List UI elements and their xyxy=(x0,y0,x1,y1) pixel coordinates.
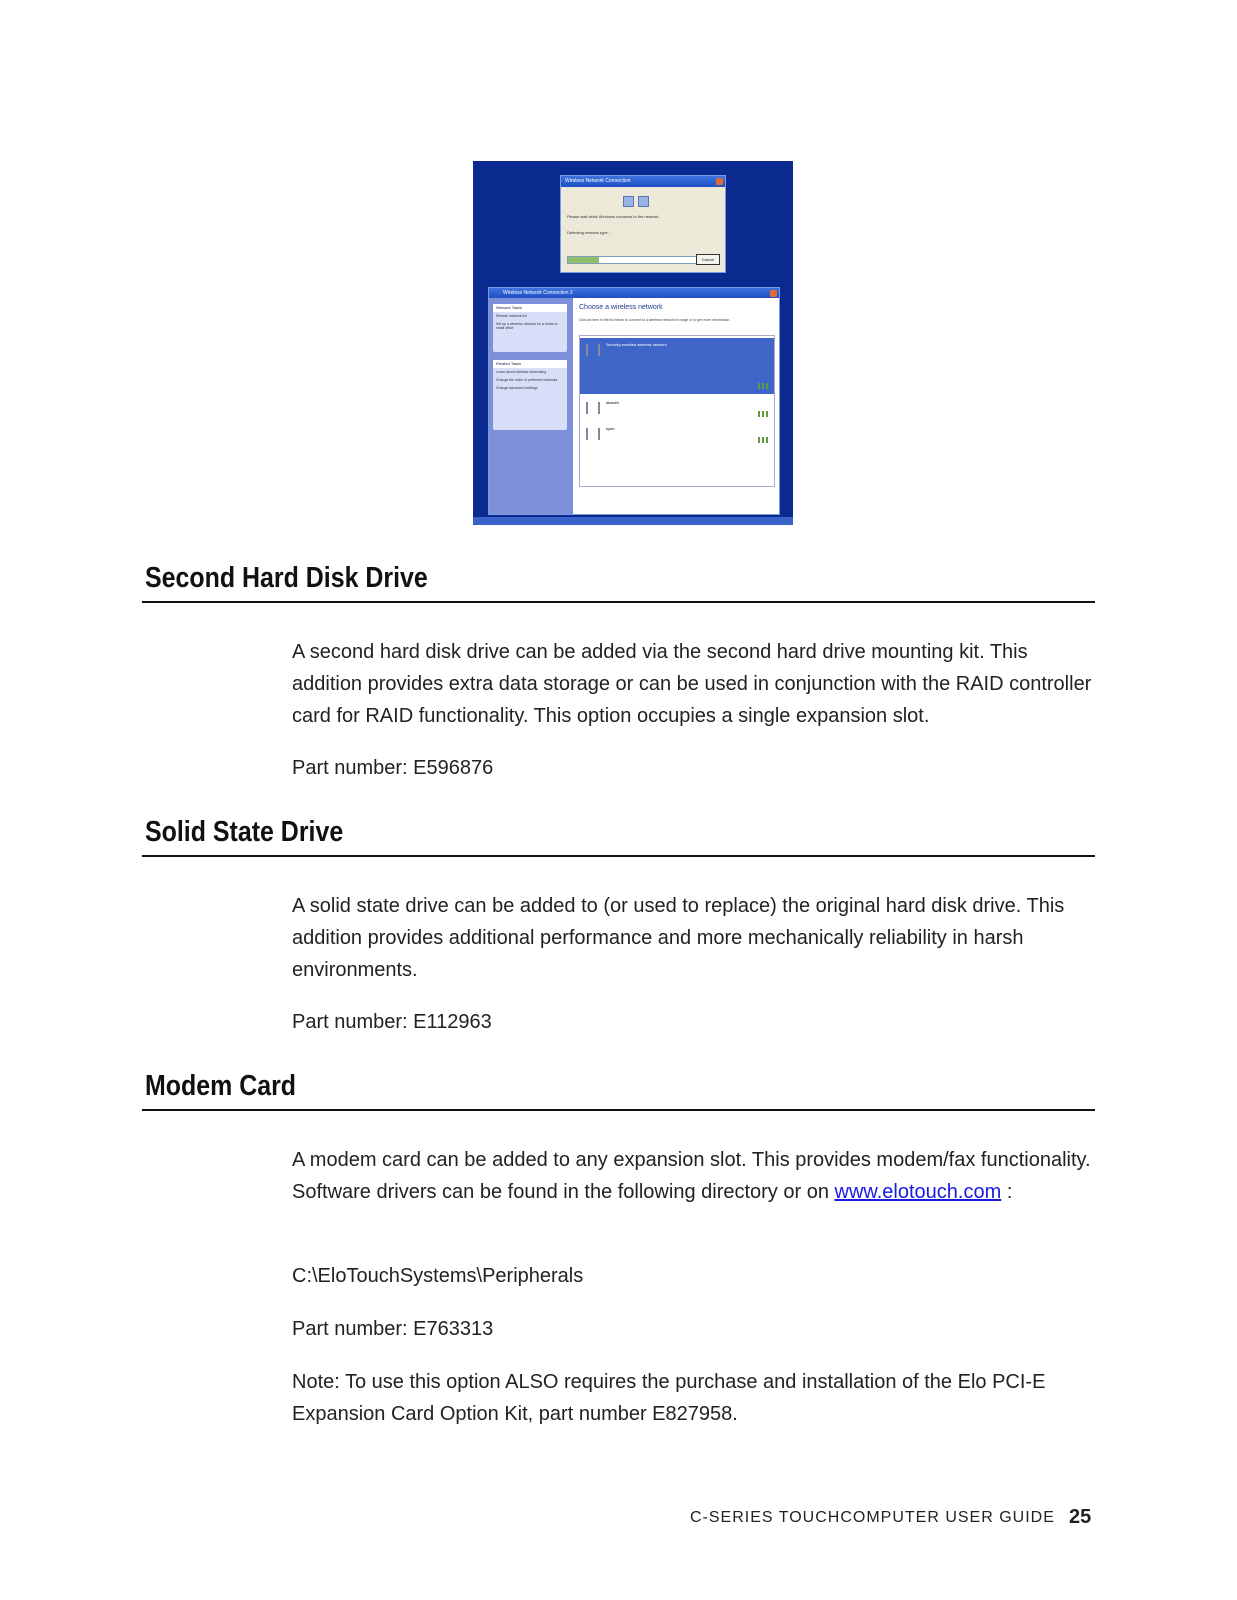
related-tasks-panel xyxy=(493,360,567,430)
choose-network-heading: Choose a wireless network xyxy=(579,304,663,311)
network-tasks-header: Network Tasks xyxy=(493,304,567,312)
section-heading-ssd: Solid State Drive xyxy=(145,816,344,848)
signal-strength-icon xyxy=(758,411,768,417)
connecting-dialog-title: Wireless Network Connection xyxy=(565,178,631,184)
sidebar-item-refresh[interactable]: Refresh network list xyxy=(496,314,527,318)
network-list-pane xyxy=(573,298,779,514)
cancel-button[interactable]: Cancel xyxy=(696,254,720,265)
section-heading-modem: Modem Card xyxy=(145,1070,297,1102)
note-paragraph: Note: To use this option ALSO requires the purchase and installation of the Elo PCI-E Expansion Card Option Kit, part number E827958. xyxy=(292,1371,1046,1425)
elotouch-link[interactable]: www.elotouch.com xyxy=(834,1181,1002,1203)
section-divider xyxy=(142,1109,1095,1111)
wireless-dialog-title: Wireless Network Connection 2 xyxy=(503,290,573,296)
network-list xyxy=(579,335,775,487)
section-divider xyxy=(142,855,1095,857)
computer-icon xyxy=(623,196,634,207)
signal-strength-icon xyxy=(758,437,768,443)
body-paragraph: A second hard disk drive can be added via the second hard drive mounting kit. This addition provides extra data storage or can be used in conjunction with the RAID controller card for RAID functionality. This option occupies a single expansion slot. xyxy=(292,641,1092,727)
wireless-dialog-titlebar xyxy=(489,288,779,298)
part-number: Part number: E763313 xyxy=(292,1318,494,1340)
signal-strength-icon xyxy=(758,383,768,389)
body-paragraph: A solid state drive can be added to (or used to replace) the original hard disk drive. This addition provides additional performance and more mechanically reliability in harsh environments. xyxy=(292,895,1065,981)
close-icon[interactable] xyxy=(770,290,777,297)
modem-description: A modem card can be added to any expansion slot. This provides modem/fax functionality. Software drivers can be found in the following directory or on xyxy=(292,1149,1091,1203)
sidebar-item-advanced[interactable]: Change advanced settings xyxy=(496,386,538,390)
network-name: ekaceh xyxy=(606,400,619,405)
connecting-status: Detecting network type... xyxy=(567,230,612,235)
connecting-message: Please wait while Windows connects to the xyxy=(567,214,644,219)
screenshot-figure xyxy=(473,161,793,525)
network-name: Security-enabled wireless network xyxy=(606,342,667,347)
network-item[interactable] xyxy=(580,422,774,448)
antenna-icon xyxy=(586,428,600,440)
network-tasks-panel xyxy=(493,304,567,352)
connecting-message-suffix: network. xyxy=(644,214,660,219)
antenna-icon xyxy=(586,402,600,414)
taskbar xyxy=(473,517,793,525)
progress-bar xyxy=(567,256,697,264)
page-number: 25 xyxy=(1069,1506,1092,1528)
related-tasks-header: Related Tasks xyxy=(493,360,567,368)
body-paragraph xyxy=(292,1144,1092,1208)
sidebar-item-learn[interactable]: Learn about wireless networking xyxy=(496,370,547,374)
connecting-dialog xyxy=(560,175,726,273)
connecting-dialog-titlebar xyxy=(561,176,725,187)
part-number: Part number: E112963 xyxy=(292,1011,492,1033)
section-heading-second-hdd: Second Hard Disk Drive xyxy=(145,562,428,594)
network-name: kyuh xyxy=(606,426,615,431)
network-icon xyxy=(638,196,649,207)
choose-network-description: Click an item in the list below to connect to a wireless network in range or to get more information. xyxy=(579,318,731,322)
wireless-network-dialog xyxy=(488,287,780,515)
connection-icons xyxy=(623,194,663,206)
driver-path: C:\EloTouchSystems\Peripherals xyxy=(292,1265,584,1287)
sidebar-item-setup[interactable]: Set up a wireless network for a home or small office xyxy=(496,322,558,330)
network-item[interactable] xyxy=(580,338,774,394)
sidebar-item-order[interactable]: Change the order of preferred networks xyxy=(496,378,558,382)
section-divider xyxy=(142,601,1095,603)
progress-fill xyxy=(568,257,599,263)
antenna-icon xyxy=(586,344,600,356)
part-number: Part number: E596876 xyxy=(292,757,494,779)
task-sidebar xyxy=(489,298,573,514)
network-item[interactable] xyxy=(580,396,774,422)
link-suffix: : xyxy=(1001,1181,1013,1203)
footer-title: C-SERIES TOUCHCOMPUTER USER GUIDE xyxy=(690,1509,1055,1526)
close-icon[interactable] xyxy=(716,178,723,185)
